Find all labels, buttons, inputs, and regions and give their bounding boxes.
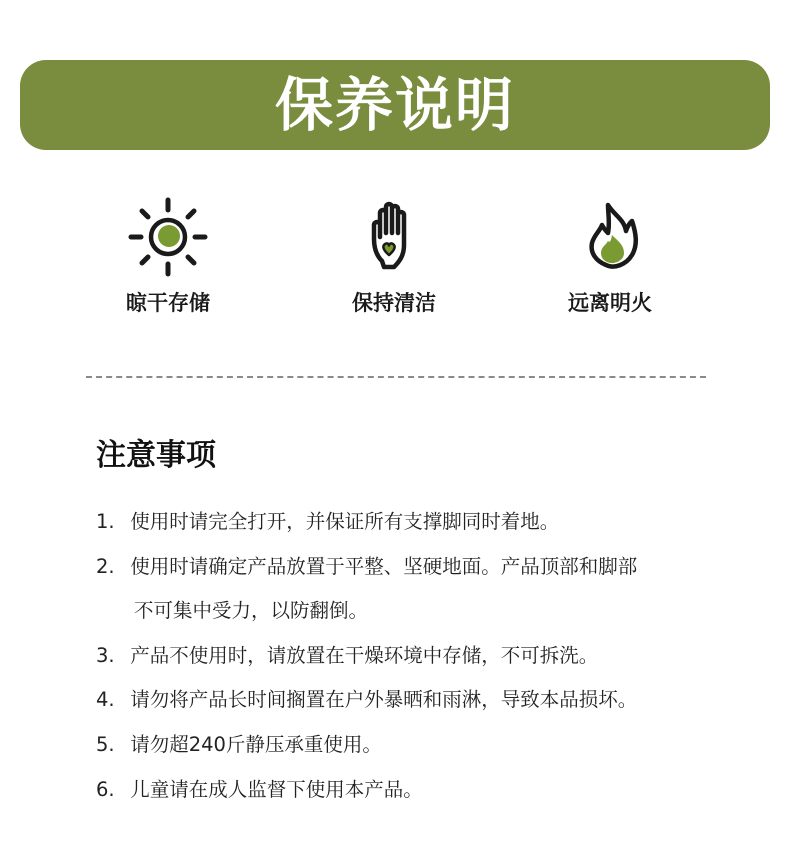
care-item-keep-clean (314, 195, 474, 317)
flame-icon (568, 195, 652, 279)
list-item (96, 634, 736, 679)
list-item (96, 678, 736, 723)
note-text-continued: 不可集中受力，以防翻倒。 (134, 599, 369, 623)
care-label-keep-away-fire: 远离明火 (568, 291, 652, 315)
note-number: 3. (96, 643, 115, 667)
care-item-keep-away-fire (530, 195, 690, 317)
note-text: 儿童请在成人监督下使用本产品。 (130, 777, 423, 801)
note-text: 产品不使用时，请放置在干燥环境中存储，不可拆洗。 (130, 643, 599, 667)
list-item (96, 500, 736, 545)
care-label-keep-clean: 保持清洁 (352, 291, 436, 315)
note-text: 使用时请完全打开，并保证所有支撑脚同时着地。 (130, 510, 560, 533)
page-title: 保养说明 (274, 71, 515, 139)
sun-icon (126, 195, 210, 279)
hand-heart-icon (352, 195, 436, 279)
header-banner (20, 60, 770, 150)
note-number: 1. (96, 510, 115, 533)
note-number: 2. (96, 554, 115, 578)
note-text: 请勿超240斤静压承重使用。 (130, 732, 382, 756)
notes-heading: 注意事项 (96, 438, 216, 473)
notes-list (96, 500, 736, 812)
list-item (96, 723, 736, 768)
dashed-divider (86, 376, 706, 378)
note-number: 6. (96, 777, 115, 801)
note-text: 使用时请确定产品放置于平整、坚硬地面。产品顶部和脚部 (130, 554, 638, 578)
note-number: 5. (96, 732, 115, 756)
care-label-dry-storage: 晾干存储 (126, 291, 210, 315)
list-item (96, 768, 736, 813)
note-text: 请勿将产品长时间搁置在户外暴晒和雨淋，导致本品损坏。 (130, 688, 638, 712)
list-item (96, 545, 736, 634)
care-item-dry-storage (88, 195, 248, 317)
note-number: 4. (96, 688, 115, 712)
